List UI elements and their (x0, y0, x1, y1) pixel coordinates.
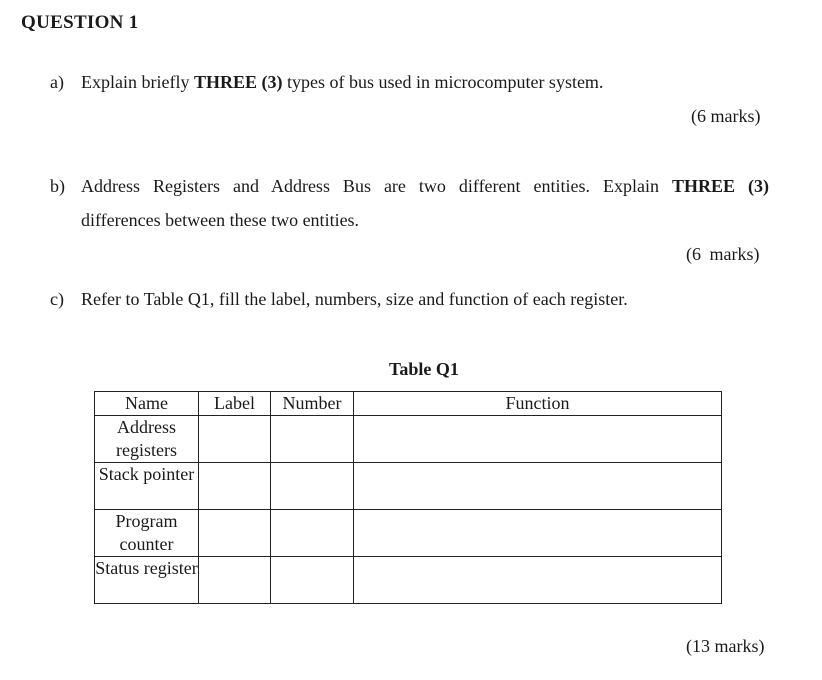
part-b-marks: (6 marks) (686, 244, 760, 264)
part-b-text-line1 (81, 176, 769, 197)
table-row (95, 557, 722, 604)
cell-label[interactable] (199, 557, 271, 604)
question-title: QUESTION 1 (21, 12, 139, 33)
cell-name: Address registers (95, 416, 199, 463)
part-c-letter: c) (50, 289, 64, 309)
part-a-letter: a) (50, 72, 64, 92)
part-a-text-seg: Explain briefly (81, 72, 194, 92)
table-row (95, 416, 722, 463)
part-a-text (81, 72, 603, 93)
part-b-letter: b) (50, 176, 65, 196)
cell-function[interactable] (354, 510, 722, 557)
cell-number[interactable] (271, 510, 354, 557)
part-b-text-seg-bold: THREE (3) (671, 176, 769, 196)
cell-function[interactable] (354, 557, 722, 604)
header-label: Label (199, 392, 271, 416)
header-name: Name (95, 392, 199, 416)
header-function: Function (354, 392, 722, 416)
register-table (94, 391, 722, 604)
part-c-marks: (13 marks) (686, 636, 765, 656)
table-row (95, 463, 722, 510)
cell-number[interactable] (271, 416, 354, 463)
part-a-text-seg-bold: THREE (3) (193, 72, 283, 92)
cell-name: Status register (95, 557, 199, 604)
cell-label[interactable] (199, 510, 271, 557)
table-row (95, 510, 722, 557)
part-c-text: Refer to Table Q1, fill the label, numbers, size and function of each register. (81, 289, 628, 309)
part-b-text-line2: differences between these two entities. (81, 210, 360, 230)
cell-number[interactable] (271, 557, 354, 604)
cell-name: Stack pointer (95, 463, 199, 510)
header-number: Number (271, 392, 354, 416)
part-a-text-seg: types of bus used in microcomputer system. (282, 72, 604, 92)
table-header-row (95, 392, 722, 416)
cell-name: Program counter (95, 510, 199, 557)
cell-label[interactable] (199, 416, 271, 463)
cell-function[interactable] (354, 416, 722, 463)
cell-number[interactable] (271, 463, 354, 510)
part-a-marks: (6 marks) (691, 106, 761, 126)
cell-function[interactable] (354, 463, 722, 510)
part-b-text-seg: Address Registers and Address Bus are two different entities. Explain (81, 176, 672, 196)
table-caption: Table Q1 (389, 359, 459, 379)
cell-label[interactable] (199, 463, 271, 510)
